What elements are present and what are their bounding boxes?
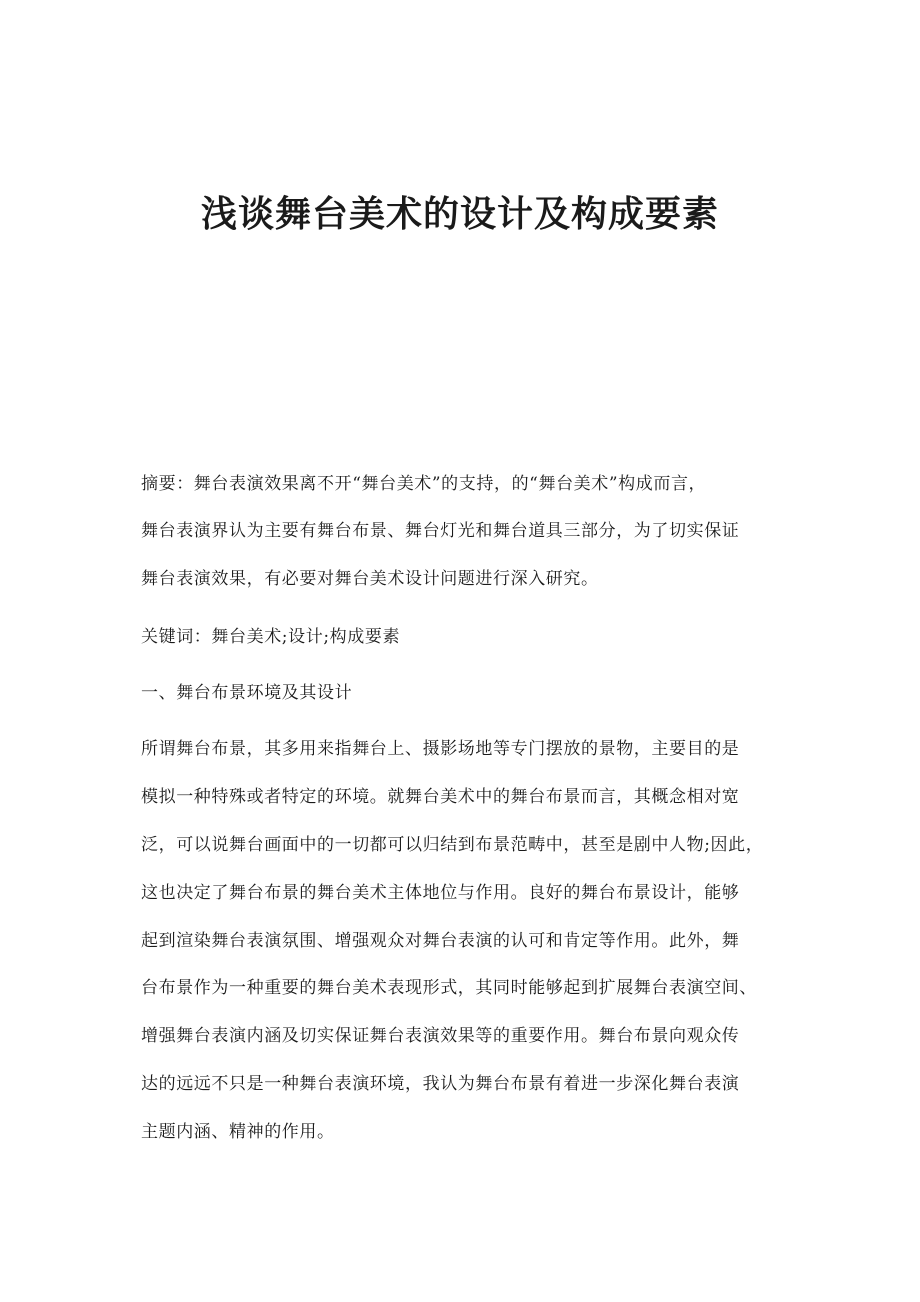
paragraph-line: 这也决定了舞台布景的舞台美术主体地位与作用。良好的舞台布景设计，能够 (141, 883, 740, 903)
paragraph-line: 模拟一种特殊或者特定的环境。就舞台美术中的舞台布景而言，其概念相对宽 (141, 787, 740, 807)
keywords-line: 关键词：舞台美术;设计;构成要素 (141, 627, 401, 647)
document-title: 浅谈舞台美术的设计及构成要素 (200, 193, 719, 235)
paragraph-line: 增强舞台表演内涵及切实保证舞台表演效果等的重要作用。舞台布景向观众传 (141, 1026, 740, 1046)
section-heading: 一、舞台布景环境及其设计 (141, 683, 353, 703)
abstract-line: 舞台表演界认为主要有舞台布景、舞台灯光和舞台道具三部分，为了切实保证 (141, 521, 740, 541)
abstract-line: 舞台表演效果，有必要对舞台美术设计问题进行深入研究。 (141, 569, 599, 589)
abstract-line: 摘要：舞台表演效果离不开“舞台美术”的支持，的“舞台美术”构成而言， (141, 474, 707, 494)
paragraph-line: 台布景作为一种重要的舞台美术表现形式，其同时能够起到扩展舞台表演空间、 (141, 978, 757, 998)
paragraph-line: 所谓舞台布景，其多用来指舞台上、摄影场地等专门摆放的景物，主要目的是 (141, 739, 740, 759)
paragraph-line: 起到渲染舞台表演氛围、增强观众对舞台表演的认可和肯定等作用。此外，舞 (141, 931, 740, 951)
paragraph-line: 泛，可以说舞台画面中的一切都可以归结到布景范畴中，甚至是剧中人物;因此， (141, 835, 764, 855)
paragraph-line: 达的远远不只是一种舞台表演环境，我认为舞台布景有着进一步深化舞台表演 (141, 1074, 740, 1094)
paragraph-line: 主题内涵、精神的作用。 (141, 1122, 335, 1142)
